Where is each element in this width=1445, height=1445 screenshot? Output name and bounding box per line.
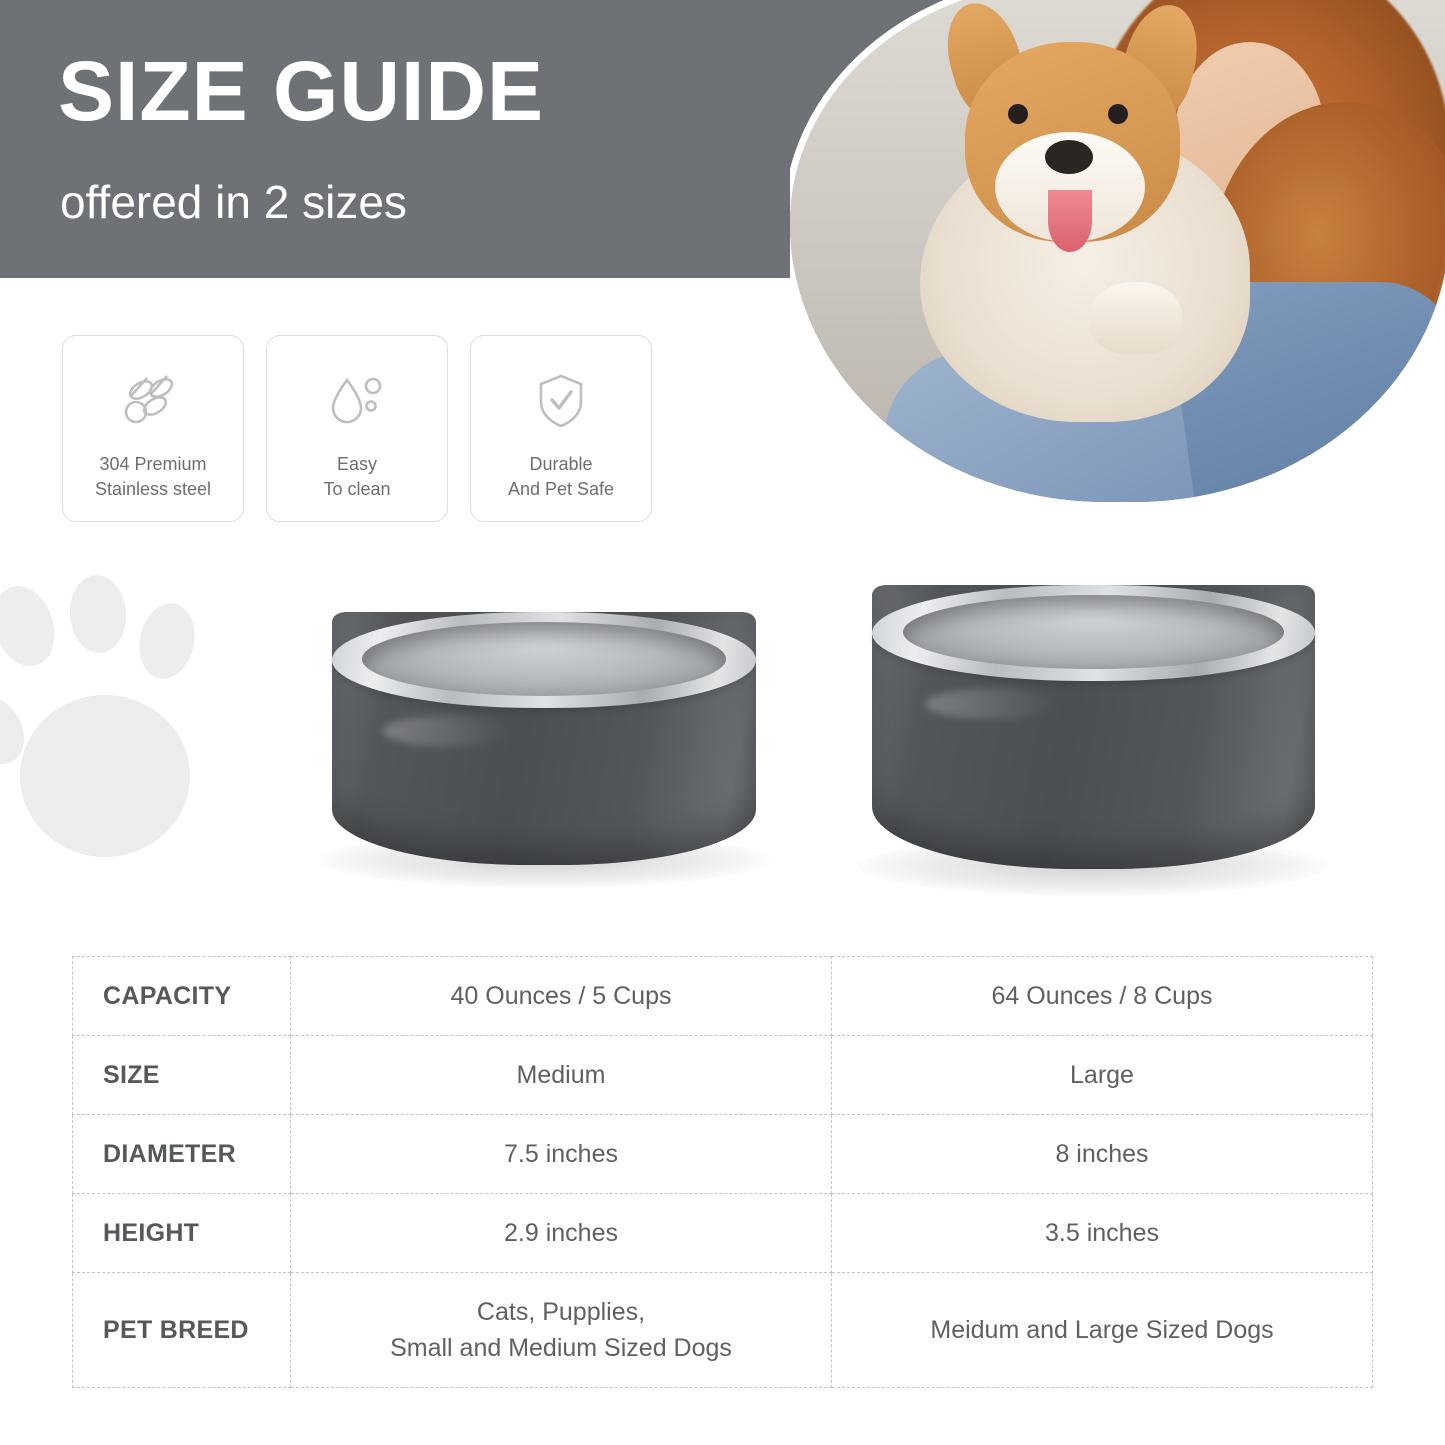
feature-badges	[62, 335, 652, 522]
table-row	[73, 1036, 1373, 1115]
feature-line-2: And Pet Safe	[507, 479, 615, 499]
dog-nose	[1045, 140, 1093, 174]
cell-pet-breed-medium	[291, 1273, 832, 1388]
feature-line-2: To clean	[323, 479, 391, 499]
cell-capacity-medium: 40 Ounces / 5 Cups	[291, 957, 832, 1036]
water-drop-icon	[317, 362, 397, 440]
cell-size-medium: Medium	[291, 1036, 832, 1115]
table-row	[73, 1194, 1373, 1273]
feature-line-1: 304 Premium	[99, 454, 207, 474]
cell-height-medium: 2.9 inches	[291, 1194, 832, 1273]
page-title: SIZE GUIDE	[58, 44, 545, 138]
table-row	[73, 1273, 1373, 1388]
row-label-diameter: DIAMETER	[73, 1115, 291, 1194]
feature-line-2: Stainless steel	[94, 479, 212, 499]
medium-bowl-highlight	[383, 716, 510, 746]
row-label-height: HEIGHT	[73, 1194, 291, 1273]
cell-height-large: 3.5 inches	[832, 1194, 1373, 1273]
feature-card-durable-pet-safe	[470, 335, 652, 522]
feature-line-1: Durable	[529, 454, 593, 474]
medium-bowl	[332, 612, 756, 865]
feature-card-stainless-steel	[62, 335, 244, 522]
dog-eye-left	[1008, 104, 1028, 124]
cell-pet-breed-medium-line2: Small and Medium Sized Dogs	[390, 1334, 732, 1362]
page-subtitle: offered in 2 sizes	[60, 176, 407, 228]
hero-image-wrapper	[790, 0, 1445, 502]
dog-paw	[1090, 282, 1182, 354]
feature-label-stainless-steel	[95, 452, 211, 502]
cell-diameter-large: 8 inches	[832, 1115, 1373, 1194]
stainless-steel-icon	[113, 362, 193, 440]
feature-label-durable-pet-safe	[508, 452, 614, 502]
spec-table	[72, 956, 1373, 1388]
feature-card-easy-to-clean	[266, 335, 448, 522]
large-bowl-highlight	[925, 689, 1058, 719]
table-row	[73, 1115, 1373, 1194]
dog-eye-right	[1108, 104, 1128, 124]
row-label-size: SIZE	[73, 1036, 291, 1115]
woman-holding-corgi-photo	[790, 0, 1445, 502]
cell-pet-breed-large: Meidum and Large Sized Dogs	[832, 1273, 1373, 1388]
large-bowl	[872, 585, 1315, 869]
paw-print-watermark	[0, 575, 255, 895]
table-row	[73, 957, 1373, 1036]
row-label-pet-breed: PET BREED	[73, 1273, 291, 1388]
shield-check-icon	[521, 362, 601, 440]
feature-line-1: Easy	[336, 454, 377, 474]
row-label-capacity: CAPACITY	[73, 957, 291, 1036]
large-bowl-interior	[903, 595, 1284, 669]
cell-size-large: Large	[832, 1036, 1373, 1115]
dog-tongue	[1048, 190, 1092, 252]
cell-capacity-large: 64 Ounces / 8 Cups	[832, 957, 1373, 1036]
feature-label-easy-to-clean	[323, 452, 390, 502]
medium-bowl-interior	[362, 622, 727, 696]
cell-pet-breed-medium-line1: Cats, Pupplies,	[476, 1298, 646, 1326]
cell-diameter-medium: 7.5 inches	[291, 1115, 832, 1194]
